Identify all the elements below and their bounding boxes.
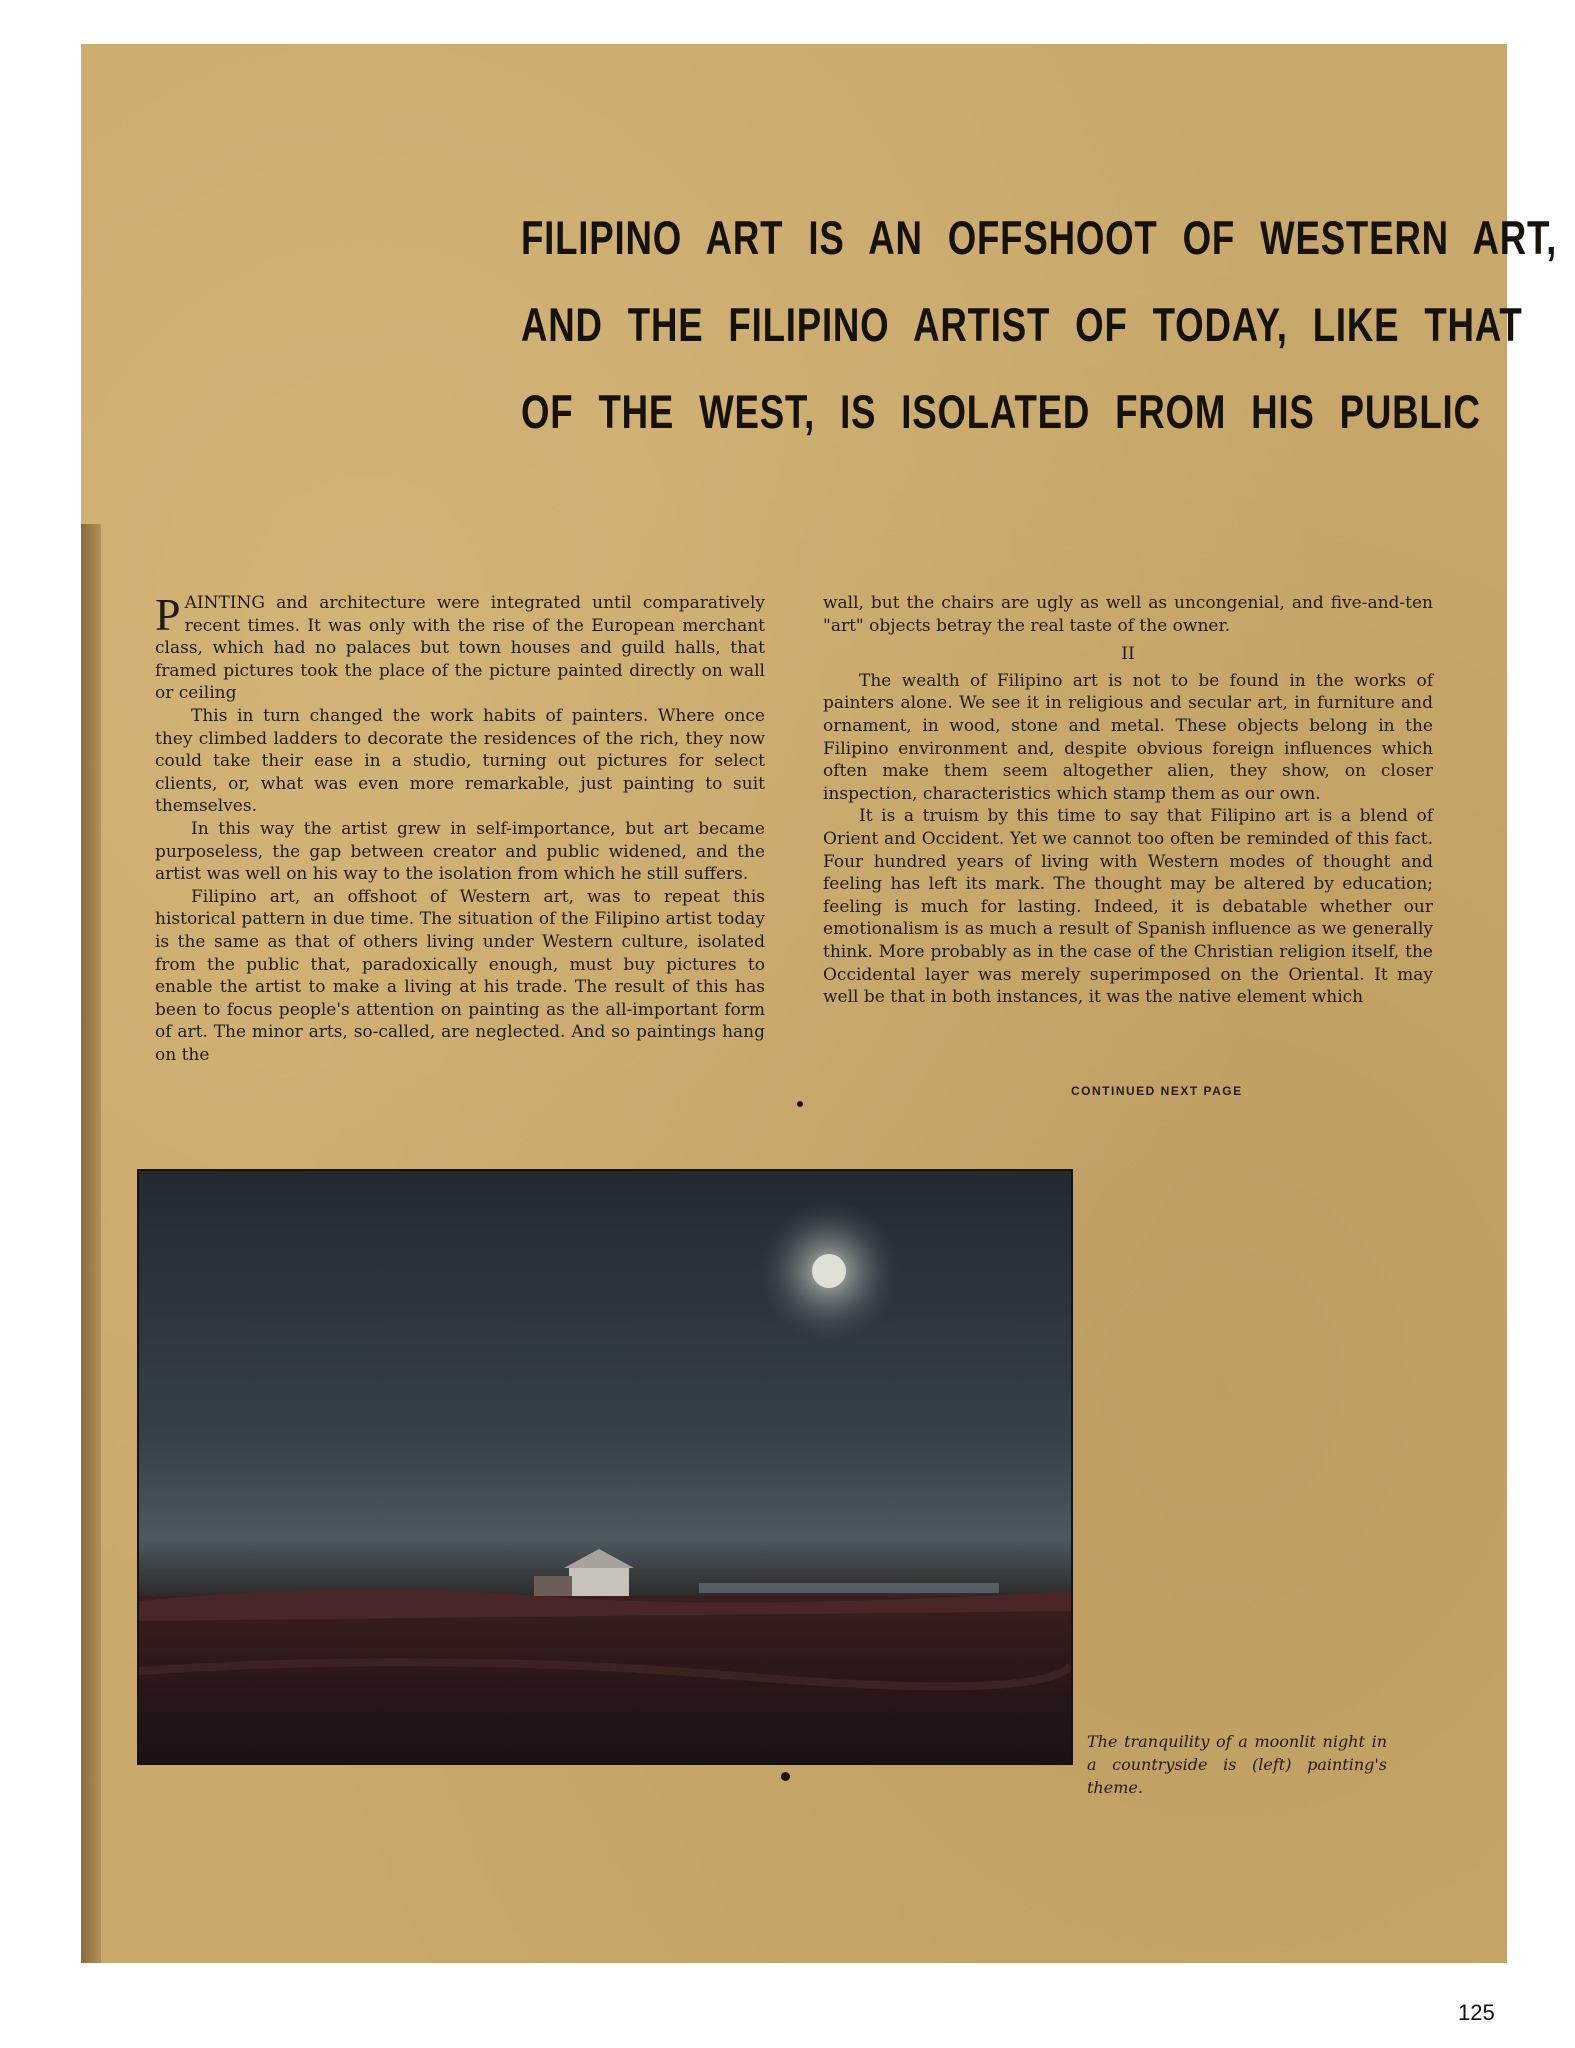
headline [521, 194, 1558, 455]
headline-line-1: FILIPINO ART IS AN OFFSHOOT OF WESTERN ART, [521, 211, 1558, 264]
continued-next-page: CONTINUED NEXT PAGE [1071, 1084, 1243, 1098]
decorative-dot [797, 1101, 803, 1107]
paragraph-5: wall, but the chairs are ugly as well as uncongenial, and five-and-ten "art" objects betray the real taste of the owner. [823, 593, 1433, 636]
headline-line-3: OF THE WEST, IS ISOLATED FROM HIS PUBLIC [521, 385, 1481, 438]
paragraph-7: It is a truism by this time to say that Filipino art is a blend of Orient and Occident. Yet we cannot too often be reminded of this fact. Four hundred years of living with Western modes of thought and feeling has left its mark. The thought may be altered by education; feeling is much for lasting. Indeed, it is debatable whether our emotionalism is as much a result of Spanish influence as we generally think. More probably as in the case of the Christian religion itself, the Occidental layer was merely superimposed on the Oriental. It may well be that in both instances, it was the native element which [823, 806, 1433, 1008]
section-number: II [1121, 644, 1135, 665]
magazine-page [81, 44, 1558, 1963]
drop-cap: P [155, 589, 181, 640]
moonlit-landscape-painting [137, 1169, 1073, 1765]
painting-caption: The tranquility of a moonlit night in a countryside is (left) painting's theme. [1087, 1732, 1387, 1797]
paragraph-6: The wealth of Filipino art is not to be found in the works of painters alone. We see it in religious and secular art, in furniture and ornament, in wood, stone and metal. These objects belong in the Filipino environment and, despite obvious foreign influences which often make them seem altogether alien, they show, on closer inspection, characteristics which stamp them as our own. [823, 670, 1433, 804]
paragraph-2: This in turn changed the work habits of painters. Where once they climbed ladders to decorate the residences of the rich, they now could take their ease in a studio, turning out pictures for select clients, or, what was even more remarkable, just painting to suit themselves. [155, 705, 765, 817]
page-number: 125 [1458, 2000, 1495, 2025]
paragraph-1 [155, 589, 765, 705]
article-column-1 [155, 589, 765, 1066]
headline-line-2: AND THE FILIPINO ARTIST OF TODAY, LIKE THAT [521, 298, 1523, 351]
article-column-2 [823, 592, 1433, 1009]
paragraph-4: Filipino art, an offshoot of Western art, was to repeat this historical pattern in due time. The situation of the Filipino artist today is the same as that of others living under Western culture, isolated from the public that, paradoxically enough, must buy pictures to enable the artist to make a living at his trade. The result of this has been to focus people's attention on painting as the all-important form of art. The minor arts, so-called, are neglected. And so paintings hang on the [155, 886, 765, 1065]
page-binding-edge [81, 524, 101, 1963]
paragraph-3: In this way the artist grew in self-importance, but art became purposeless, the gap between creator and public widened, and the artist was well on his way to the isolation from which he still suffers. [155, 818, 765, 885]
paragraph-1-text: AINTING and architecture were integrated until comparatively recent times. It was only with the rise of the European merchant class, which had no palaces but town houses and guild halls, that framed pictures took the place of the picture painted directly on wall or ceiling [155, 593, 765, 704]
decorative-dot [781, 1772, 790, 1781]
painting-image [139, 1171, 1071, 1763]
